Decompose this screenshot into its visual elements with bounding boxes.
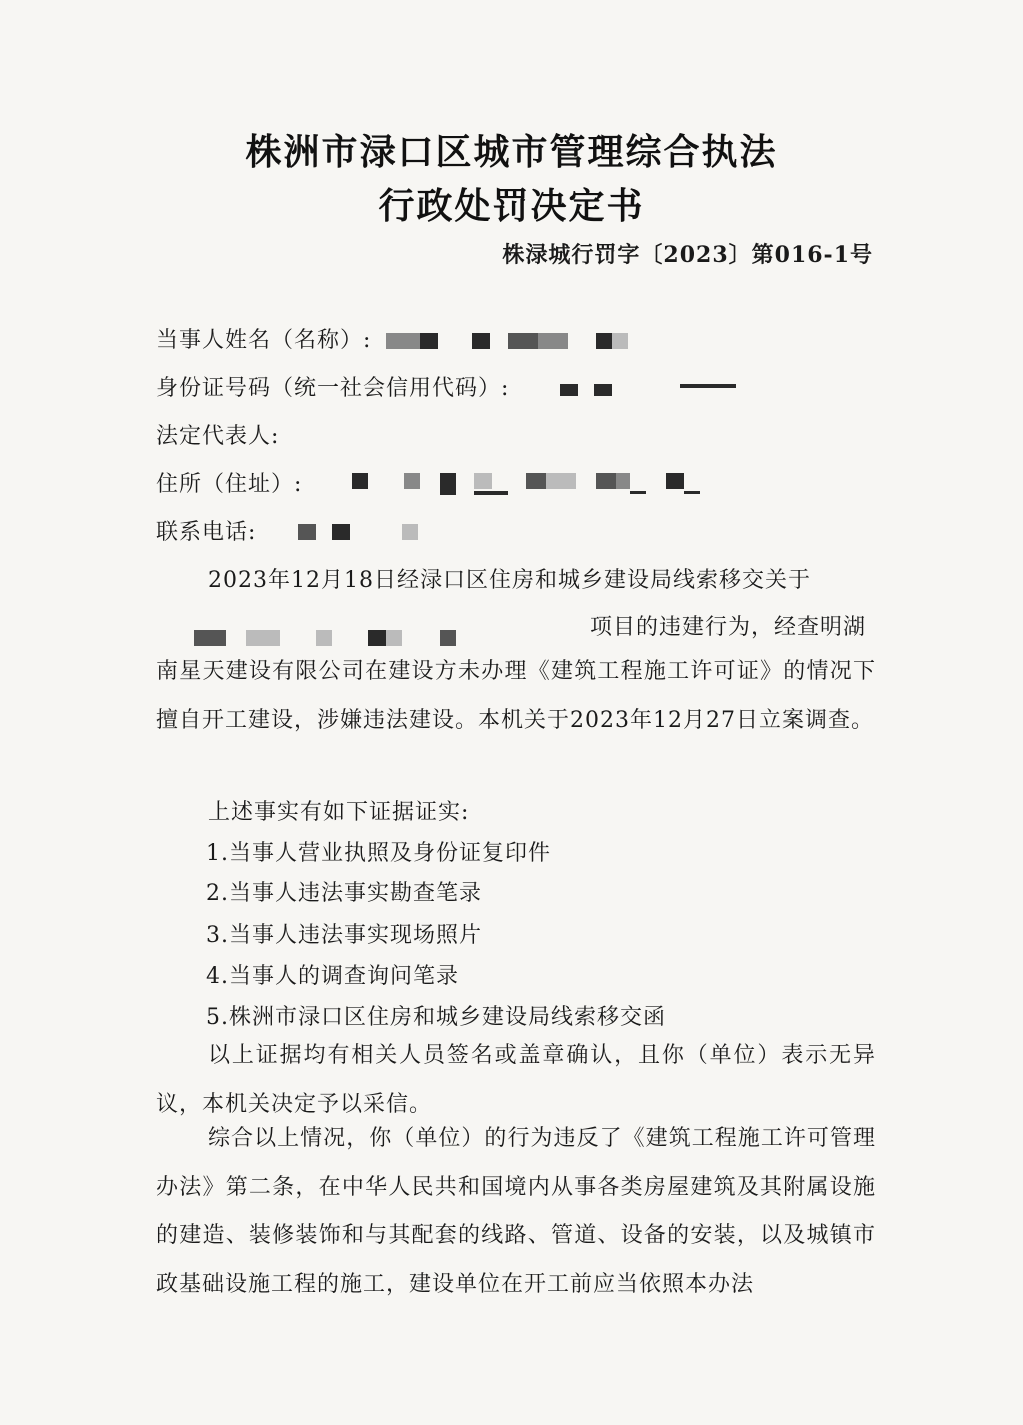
legal-representative-label: 法定代表人: [156,424,280,449]
party-name-label: 当事人姓名（名称）: [156,328,372,353]
evidence-item: 4.当事人的调查询问笔录 [206,964,459,989]
evidence-item: 5.株洲市渌口区住房和城乡建设局线索移交函 [206,1005,666,1030]
evidence-item: 1.当事人营业执照及身份证复印件 [206,841,551,866]
phone-label: 联系电话: [156,520,257,545]
document-title-line2: 行政处罚决定书 [378,186,645,227]
evidence-intro: 上述事实有如下证据证实: [208,800,470,825]
document-title-line1: 株洲市渌口区城市管理综合执法 [245,132,778,173]
id-number-label: 身份证号码（统一社会信用代码）: [156,376,510,401]
case-intro-line1: 2023年12月18日经渌口区住房和城乡建设局线索移交关于 [208,568,811,593]
address-label: 住所（住址）: [156,472,303,497]
case-intro-line2: 项目的违建行为，经查明湖 [590,615,867,640]
case-intro-rest: 南星天建设有限公司在建设方未办理《建筑工程施工许可证》的情况下擅自开工建设，涉嫌违法建设。本机关于2023年12月27日立案调查。 [156,659,876,733]
evidence-item: 2.当事人违法事实勘查笔录 [206,881,482,906]
violation-paragraph: 综合以上情况，你（单位）的行为违反了《建筑工程施工许可管理办法》第二条，在中华人民共和国境内从事各类房屋建筑及其附属设施的建造、装修装饰和与其配套的线路、管道、设备的安装，以及城镇市政基础设施工程的施工，建设单位在开工前应当依照本办法 [156,1126,876,1297]
evidence-item: 3.当事人违法事实现场照片 [206,923,482,948]
document-number: 株渌城行罚字〔2023〕第016-1号 [502,242,873,268]
evidence-acceptance-paragraph: 以上证据均有相关人员签名或盖章确认，且你（单位）表示无异议，本机关决定予以采信。 [156,1043,876,1117]
